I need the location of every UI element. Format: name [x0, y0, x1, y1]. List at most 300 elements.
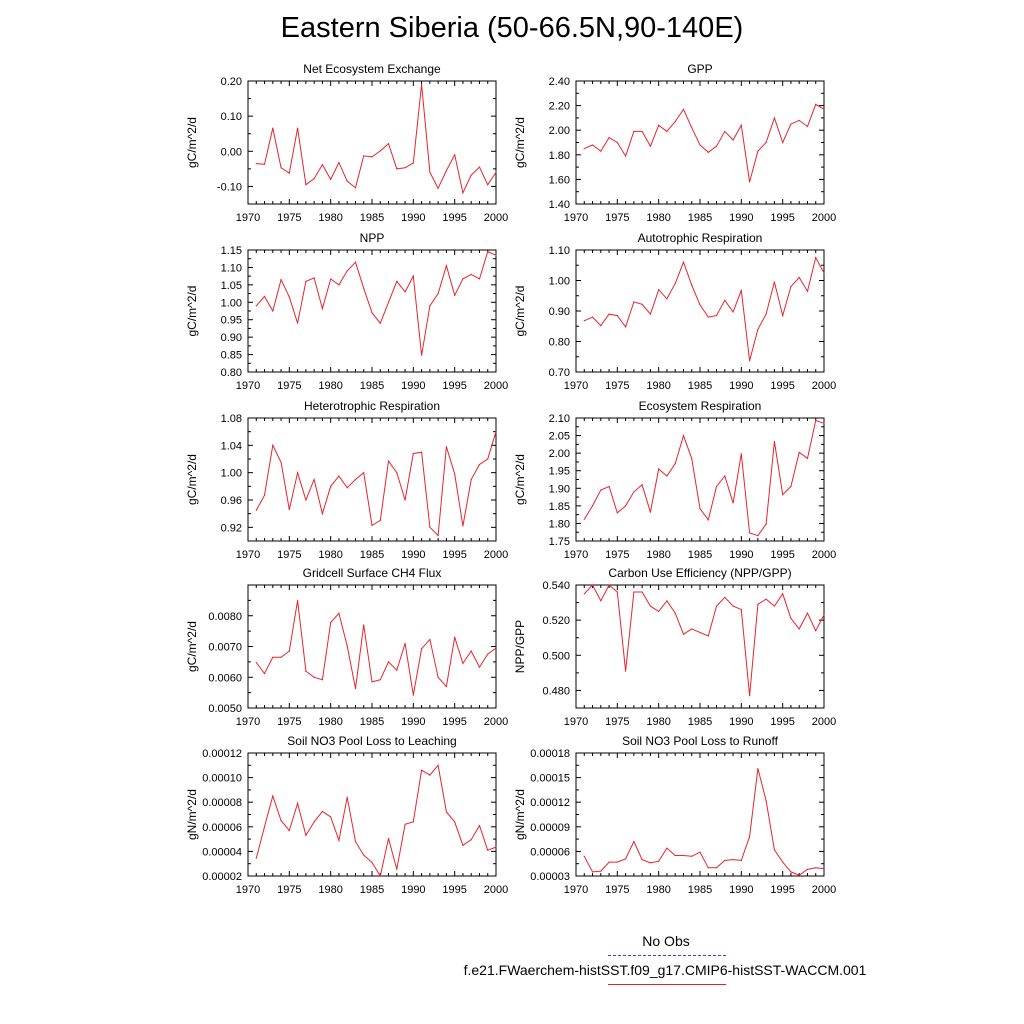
data-point — [749, 695, 750, 696]
data-point — [823, 109, 824, 110]
data-point — [413, 694, 414, 695]
data-point — [454, 295, 455, 296]
y-tick-label: 1.90 — [548, 483, 570, 496]
data-point — [658, 611, 659, 612]
data-point — [675, 613, 676, 614]
data-point — [650, 313, 651, 314]
data-point — [790, 123, 791, 124]
x-tick-label: 2000 — [483, 884, 509, 896]
y-tick-label: 2.00 — [548, 448, 570, 461]
data-point — [388, 661, 389, 662]
x-tick-label: 1990 — [401, 212, 426, 224]
series-line — [256, 600, 496, 695]
data-point — [741, 860, 742, 861]
data-point — [608, 861, 609, 862]
data-point — [314, 479, 315, 480]
y-axis-label: gC/m^2/d — [185, 454, 199, 505]
data-point — [487, 850, 488, 851]
data-point — [404, 499, 405, 500]
data-point — [347, 487, 348, 488]
data-point — [495, 647, 496, 648]
x-tick-label: 1980 — [318, 716, 343, 728]
x-tick-label: 2000 — [811, 549, 837, 561]
data-point — [774, 605, 775, 606]
data-point — [330, 816, 331, 817]
data-point — [256, 858, 257, 859]
plot-frame — [576, 585, 824, 708]
data-point — [617, 861, 618, 862]
data-point — [305, 499, 306, 500]
data-point — [617, 315, 618, 316]
data-point — [438, 188, 439, 189]
y-tick-label: 0.520 — [542, 615, 570, 628]
data-point — [479, 825, 480, 826]
panel-5 — [185, 399, 508, 561]
data-point — [355, 187, 356, 188]
data-point — [608, 313, 609, 314]
data-point — [396, 472, 397, 473]
data-point — [749, 532, 750, 533]
y-tick-label: 0.00003 — [530, 871, 570, 883]
data-point — [462, 192, 463, 193]
y-axis-label: gC/m^2/d — [513, 117, 527, 168]
data-point — [429, 172, 430, 173]
x-tick-label: 2000 — [811, 380, 837, 392]
x-tick-label: 1995 — [442, 716, 467, 728]
data-point — [584, 320, 585, 321]
data-point — [625, 858, 626, 859]
data-point — [305, 184, 306, 185]
data-point — [633, 131, 634, 132]
x-tick-label: 1990 — [401, 380, 426, 392]
series-line — [256, 765, 496, 876]
data-point — [642, 859, 643, 860]
data-point — [380, 323, 381, 324]
plot-frame — [248, 585, 496, 708]
panel-7 — [185, 566, 508, 728]
y-tick-label: 1.10 — [548, 245, 570, 257]
data-point — [462, 278, 463, 279]
y-tick-label: 0.90 — [548, 306, 570, 318]
x-tick-label: 1975 — [277, 212, 302, 224]
data-point — [799, 277, 800, 278]
data-point — [289, 830, 290, 831]
data-point — [264, 673, 265, 674]
data-point — [338, 613, 339, 614]
data-point — [749, 360, 750, 361]
data-point — [716, 315, 717, 316]
data-point — [741, 609, 742, 610]
data-point — [799, 452, 800, 453]
y-tick-label: 0.00008 — [202, 797, 242, 810]
data-point — [322, 679, 323, 680]
data-point — [272, 795, 273, 796]
y-tick-label: 0.00018 — [530, 748, 570, 760]
data-point — [633, 591, 634, 592]
data-point — [782, 861, 783, 862]
x-tick-label: 1985 — [359, 884, 385, 896]
data-point — [404, 824, 405, 825]
data-point — [264, 164, 265, 165]
data-point — [790, 286, 791, 287]
data-point — [807, 458, 808, 459]
x-tick-label: 1970 — [235, 884, 261, 896]
x-tick-label: 1970 — [563, 884, 589, 896]
data-point — [790, 871, 791, 872]
panel-title: Gridcell Surface CH4 Flux — [302, 566, 442, 580]
data-point — [479, 278, 480, 279]
data-point — [347, 645, 348, 646]
y-tick-label: 0.10 — [220, 111, 242, 124]
data-point — [782, 142, 783, 143]
x-tick-label: 1995 — [442, 212, 467, 224]
data-point — [256, 305, 257, 306]
data-point — [741, 290, 742, 291]
data-point — [749, 181, 750, 182]
data-point — [708, 635, 709, 636]
data-point — [338, 840, 339, 841]
data-point — [757, 604, 758, 605]
data-point — [446, 446, 447, 447]
data-point — [782, 315, 783, 316]
data-point — [666, 298, 667, 299]
y-tick-label: 1.15 — [220, 245, 242, 257]
data-point — [732, 502, 733, 503]
series-line — [256, 85, 496, 193]
y-tick-label: 0.00009 — [530, 821, 570, 834]
data-point — [799, 628, 800, 629]
data-point — [396, 670, 397, 671]
data-point — [438, 535, 439, 536]
x-tick-label: 1970 — [235, 380, 261, 392]
y-tick-label: 0.20 — [220, 76, 242, 88]
data-point — [438, 293, 439, 294]
y-tick-label: 1.08 — [220, 413, 242, 425]
data-point — [691, 628, 692, 629]
x-tick-label: 1975 — [605, 716, 630, 728]
data-point — [757, 768, 758, 769]
data-point — [471, 175, 472, 176]
data-point — [774, 441, 775, 442]
legend-label-obs: No Obs — [642, 933, 690, 949]
y-tick-label: 1.80 — [548, 518, 570, 531]
data-point — [691, 127, 692, 128]
x-tick-label: 2000 — [811, 884, 837, 896]
data-point — [675, 855, 676, 856]
data-point — [823, 272, 824, 273]
x-tick-label: 1995 — [442, 380, 467, 392]
x-tick-label: 1995 — [770, 716, 795, 728]
data-point — [495, 172, 496, 173]
data-point — [691, 458, 692, 459]
panel-title: Soil NO3 Pool Loss to Leaching — [287, 734, 457, 748]
y-axis-label: NPP/GPP — [513, 619, 527, 674]
figure-title: Eastern Siberia (50-66.5N,90-140E) — [280, 12, 744, 44]
data-point — [264, 826, 265, 827]
data-point — [815, 257, 816, 258]
series-line — [256, 432, 496, 536]
data-point — [347, 270, 348, 271]
x-tick-label: 2000 — [483, 380, 509, 392]
data-point — [330, 278, 331, 279]
data-point — [642, 304, 643, 305]
data-point — [413, 453, 414, 454]
x-tick-label: 1980 — [646, 380, 671, 392]
x-tick-label: 1980 — [318, 549, 343, 561]
legend-line-model — [608, 984, 726, 985]
data-point — [330, 179, 331, 180]
data-point — [666, 848, 667, 849]
panel-8 — [513, 566, 836, 728]
data-point — [429, 639, 430, 640]
plot-frame — [576, 81, 824, 204]
plot-frame — [576, 418, 824, 541]
data-point — [314, 178, 315, 179]
y-tick-label: 2.10 — [548, 413, 570, 425]
data-point — [446, 265, 447, 266]
y-tick-label: 1.00 — [220, 297, 242, 310]
x-tick-label: 1995 — [770, 549, 795, 561]
data-point — [799, 120, 800, 121]
y-tick-label: 1.95 — [548, 465, 570, 478]
data-point — [314, 277, 315, 278]
panel-4 — [513, 231, 836, 392]
x-tick-label: 1980 — [318, 884, 343, 896]
legend-line-obs — [608, 955, 726, 956]
data-point — [650, 512, 651, 513]
data-point — [774, 281, 775, 282]
data-point — [388, 143, 389, 144]
data-point — [716, 605, 717, 606]
data-point — [396, 281, 397, 282]
data-point — [297, 323, 298, 324]
data-point — [608, 137, 609, 138]
y-tick-label: 0.70 — [548, 367, 570, 379]
data-point — [272, 657, 273, 658]
x-tick-label: 1985 — [687, 884, 713, 896]
data-point — [487, 654, 488, 655]
x-tick-label: 1980 — [646, 212, 671, 224]
y-tick-label: 0.00004 — [202, 846, 242, 859]
data-point — [404, 643, 405, 644]
data-point — [807, 869, 808, 870]
y-axis-label: gC/m^2/d — [185, 285, 199, 337]
plot-frame — [248, 81, 496, 204]
data-point — [305, 671, 306, 672]
y-tick-label: 0.00012 — [530, 797, 570, 810]
data-point — [600, 151, 601, 152]
data-point — [338, 475, 339, 476]
data-point — [807, 291, 808, 292]
data-point — [708, 152, 709, 153]
data-point — [683, 855, 684, 856]
data-point — [650, 862, 651, 863]
data-point — [272, 127, 273, 128]
x-tick-label: 2000 — [483, 549, 509, 561]
data-point — [462, 663, 463, 664]
y-tick-label: 2.00 — [548, 125, 570, 138]
data-point — [322, 513, 323, 514]
data-point — [724, 860, 725, 861]
data-point — [338, 284, 339, 285]
data-point — [479, 667, 480, 668]
plot-frame — [248, 250, 496, 372]
y-tick-label: 1.80 — [548, 149, 570, 162]
data-point — [471, 839, 472, 840]
data-point — [732, 859, 733, 860]
data-point — [584, 593, 585, 594]
data-point — [766, 800, 767, 801]
data-point — [790, 618, 791, 619]
x-tick-label: 1975 — [277, 549, 302, 561]
data-point — [699, 508, 700, 509]
y-tick-label: 0.95 — [220, 314, 242, 327]
data-point — [633, 491, 634, 492]
panel-3 — [185, 231, 508, 392]
data-point — [732, 311, 733, 312]
data-point — [584, 519, 585, 520]
data-point — [823, 614, 824, 615]
data-point — [608, 584, 609, 585]
data-point — [280, 167, 281, 168]
x-tick-label: 1995 — [442, 884, 467, 896]
data-point — [592, 584, 593, 585]
data-point — [355, 262, 356, 263]
data-point — [658, 468, 659, 469]
y-tick-label: 2.40 — [548, 76, 570, 88]
x-tick-label: 2000 — [483, 716, 509, 728]
data-point — [256, 510, 257, 511]
data-point — [716, 486, 717, 487]
data-point — [683, 634, 684, 635]
data-point — [280, 820, 281, 821]
data-point — [724, 131, 725, 132]
data-point — [297, 803, 298, 804]
y-tick-label: 0.92 — [220, 522, 242, 535]
x-tick-label: 1985 — [359, 380, 385, 392]
data-point — [633, 301, 634, 302]
y-axis-label: gN/m^2/d — [185, 789, 199, 840]
y-tick-label: 0.80 — [220, 367, 242, 379]
data-point — [625, 505, 626, 506]
x-tick-label: 1985 — [359, 212, 385, 224]
x-tick-label: 1995 — [442, 549, 467, 561]
series-line — [584, 585, 824, 696]
data-point — [462, 525, 463, 526]
data-point — [807, 613, 808, 614]
data-point — [446, 811, 447, 812]
x-tick-label: 1975 — [605, 212, 630, 224]
data-point — [280, 657, 281, 658]
data-point — [766, 524, 767, 525]
x-tick-label: 1980 — [646, 884, 671, 896]
data-point — [305, 835, 306, 836]
data-point — [683, 435, 684, 436]
y-tick-label: 1.40 — [548, 199, 570, 211]
y-tick-label: 0.85 — [220, 349, 242, 362]
data-point — [741, 125, 742, 126]
data-point — [683, 262, 684, 263]
x-tick-label: 1970 — [563, 716, 589, 728]
data-point — [815, 630, 816, 631]
data-point — [642, 591, 643, 592]
data-point — [429, 527, 430, 528]
data-point — [297, 472, 298, 473]
data-point — [584, 148, 585, 149]
x-tick-label: 1980 — [318, 380, 343, 392]
data-point — [322, 308, 323, 309]
data-point — [421, 648, 422, 649]
data-point — [289, 651, 290, 652]
data-point — [716, 867, 717, 868]
y-tick-label: 1.04 — [220, 440, 242, 453]
data-point — [741, 453, 742, 454]
x-tick-label: 1985 — [359, 549, 385, 561]
data-point — [363, 155, 364, 156]
data-point — [757, 535, 758, 536]
panel-title: NPP — [359, 231, 385, 245]
data-point — [454, 154, 455, 155]
data-point — [799, 875, 800, 876]
y-axis-label: gC/m^2/d — [185, 621, 199, 672]
data-point — [487, 251, 488, 252]
data-point — [322, 164, 323, 165]
y-tick-label: 0.00 — [220, 146, 242, 159]
panel-9 — [185, 734, 508, 896]
data-point — [699, 852, 700, 853]
data-point — [347, 797, 348, 798]
data-point — [289, 509, 290, 510]
panel-1 — [185, 62, 508, 224]
data-point — [592, 505, 593, 506]
data-point — [363, 624, 364, 625]
data-point — [421, 770, 422, 771]
data-point — [454, 637, 455, 638]
y-tick-label: 0.00010 — [202, 772, 242, 785]
x-tick-label: 1975 — [277, 380, 302, 392]
data-point — [371, 862, 372, 863]
y-tick-label: 0.540 — [542, 580, 570, 592]
data-point — [264, 495, 265, 496]
x-tick-label: 2000 — [811, 212, 837, 224]
data-point — [749, 836, 750, 837]
y-tick-label: -0.10 — [216, 181, 242, 194]
x-tick-label: 1985 — [687, 212, 713, 224]
y-tick-label: 1.00 — [220, 467, 242, 480]
data-point — [766, 598, 767, 599]
data-point — [289, 172, 290, 173]
data-point — [495, 846, 496, 847]
data-point — [699, 144, 700, 145]
data-point — [815, 420, 816, 421]
data-point — [633, 841, 634, 842]
data-point — [774, 117, 775, 118]
y-tick-label: 1.10 — [220, 262, 242, 275]
x-tick-label: 1985 — [687, 549, 713, 561]
data-point — [446, 686, 447, 687]
data-point — [256, 163, 257, 164]
x-tick-label: 1970 — [563, 549, 589, 561]
data-point — [479, 167, 480, 168]
y-tick-label: 0.0080 — [208, 610, 242, 623]
x-tick-label: 1995 — [770, 884, 795, 896]
x-tick-label: 1985 — [687, 716, 713, 728]
series-line — [584, 104, 824, 181]
data-point — [330, 622, 331, 623]
y-tick-label: 0.96 — [220, 495, 242, 507]
y-tick-label: 0.00002 — [202, 871, 242, 883]
data-point — [371, 681, 372, 682]
